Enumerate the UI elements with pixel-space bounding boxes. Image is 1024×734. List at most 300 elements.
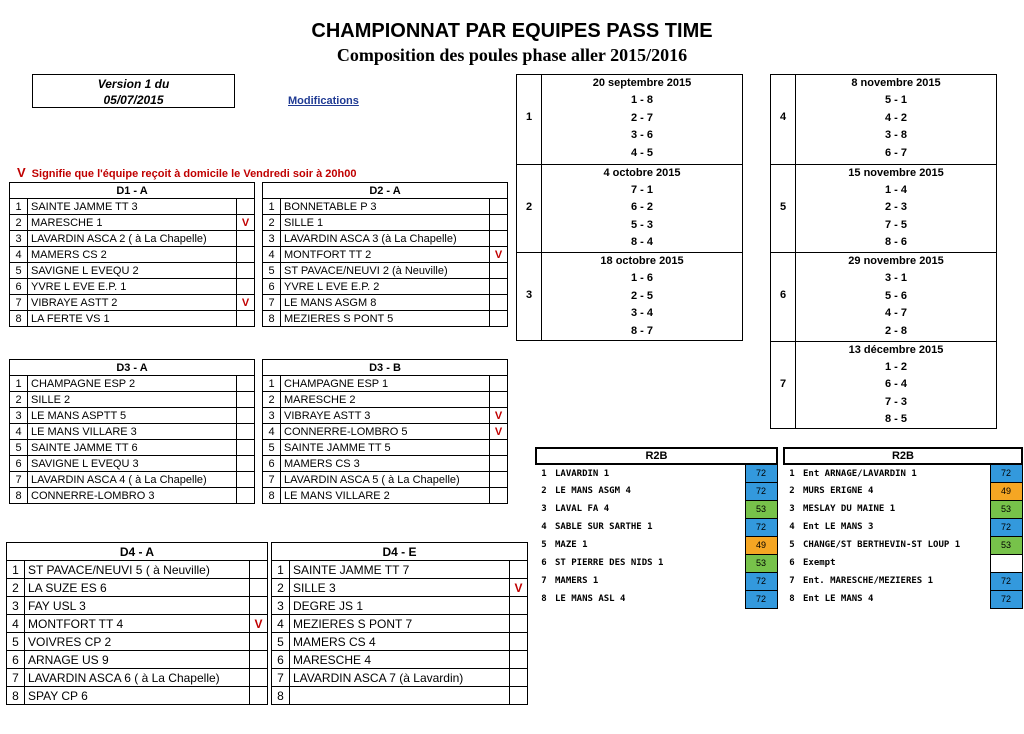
table-row <box>10 376 255 392</box>
legend-v-symbol: V <box>17 165 26 180</box>
r2b-title: R2B <box>784 448 1022 464</box>
friday-home-marker <box>250 669 268 687</box>
version-label: Version 1 du <box>97 77 170 91</box>
friday-home-marker <box>490 456 508 472</box>
team-name: SILLE 2 <box>28 392 237 408</box>
team-number: 4 <box>263 247 281 263</box>
pool-title: D3 - B <box>263 360 508 376</box>
round-block <box>771 341 996 431</box>
table-row <box>272 651 528 669</box>
match-pairing: 6 - 7 <box>884 146 907 159</box>
team-number: 3 <box>263 231 281 247</box>
table-row <box>263 295 508 311</box>
friday-home-marker <box>490 215 508 231</box>
team-number: 7 <box>263 295 281 311</box>
match-pairing: 5 - 3 <box>630 218 653 231</box>
team-score: 72 <box>745 590 777 608</box>
team-number: 8 <box>272 687 290 705</box>
team-name: ST PAVACE/NEUVI 2 (à Neuville) <box>281 263 490 279</box>
team-name: Ent ARNAGE/LAVARDIN 1 <box>803 468 917 479</box>
calendar-rounds-4-7 <box>770 74 997 429</box>
table-row <box>263 472 508 488</box>
match-pairing: 1 - 4 <box>884 183 907 196</box>
team-name: LAVARDIN ASCA 2 ( à La Chapelle) <box>28 231 237 247</box>
match-pairing: 3 - 6 <box>630 129 653 141</box>
friday-home-marker <box>490 231 508 247</box>
table-row <box>272 669 528 687</box>
team-name: CHANGE/ST BERTHEVIN-ST LOUP 1 <box>803 540 961 550</box>
team-name: VOIVRES CP 2 <box>25 633 250 651</box>
team-number: 3 <box>272 597 290 615</box>
friday-home-marker <box>490 488 508 504</box>
team-name: LAVARDIN ASCA 5 ( à La Chapelle) <box>281 472 490 488</box>
team-number: 2 <box>263 215 281 231</box>
friday-home-marker <box>237 408 255 424</box>
pool-d2-a <box>262 182 508 327</box>
team-number: 1 <box>10 376 28 392</box>
round-number: 6 <box>779 289 787 302</box>
table-row <box>536 500 777 518</box>
team-name: MEZIERES S PONT 5 <box>281 311 490 327</box>
team-name: CONNERRE-LOMBRO 3 <box>28 488 237 504</box>
table-row <box>10 488 255 504</box>
team-name: DEGRE JS 1 <box>290 597 510 615</box>
team-number: 6 <box>10 456 28 472</box>
table-row <box>272 579 528 597</box>
pool-title: D2 - A <box>263 183 508 199</box>
friday-home-marker <box>237 440 255 456</box>
team-number: 3 <box>541 504 547 514</box>
team-number: 3 <box>10 408 28 424</box>
match-pairing: 3 - 1 <box>884 272 907 285</box>
team-name: CHAMPAGNE ESP 1 <box>281 376 490 392</box>
table-row <box>7 615 268 633</box>
table-row <box>263 376 508 392</box>
version-box <box>32 74 235 108</box>
round-block <box>771 252 996 342</box>
pool-title: D4 - A <box>7 543 268 561</box>
team-name: LE MANS ASPTT 5 <box>28 408 237 424</box>
match-pairing: 3 - 4 <box>630 307 653 320</box>
team-number: 5 <box>789 540 795 550</box>
table-row <box>7 561 268 579</box>
team-name: MONTFORT TT 2 <box>281 247 490 263</box>
friday-home-marker <box>237 424 255 440</box>
table-row <box>263 408 508 424</box>
team-name: LA SUZE ES 6 <box>25 579 250 597</box>
team-score: 72 <box>745 482 777 500</box>
friday-home-marker <box>237 263 255 279</box>
team-number: 8 <box>541 594 547 604</box>
table-row <box>263 199 508 215</box>
team-score: 72 <box>990 572 1022 590</box>
team-number: 4 <box>789 522 795 532</box>
friday-home-marker <box>490 295 508 311</box>
team-name: YVRE L EVE E.P. 1 <box>28 279 237 295</box>
team-score: 53 <box>745 554 777 572</box>
team-name: SAVIGNE L EVEQU 2 <box>28 263 237 279</box>
team-number: 4 <box>272 615 290 633</box>
table-row <box>263 424 508 440</box>
table-row <box>263 311 508 327</box>
match-pairing: 6 - 2 <box>630 201 653 214</box>
team-number: 7 <box>10 472 28 488</box>
team-number: 5 <box>7 633 25 651</box>
team-name: CONNERRE-LOMBRO 5 <box>281 424 490 440</box>
team-score: 72 <box>990 590 1022 608</box>
table-row <box>784 590 1022 608</box>
match-pairing: 2 - 5 <box>630 289 653 302</box>
team-number: 4 <box>541 522 547 532</box>
friday-home-marker <box>490 440 508 456</box>
match-pairing: 2 - 7 <box>630 111 653 124</box>
friday-home-marker <box>490 279 508 295</box>
round-number: 7 <box>779 378 787 391</box>
match-pairing: 4 - 2 <box>884 111 907 124</box>
table-row <box>784 554 1022 572</box>
friday-home-marker <box>237 488 255 504</box>
friday-home-marker <box>490 263 508 279</box>
team-name: MAMERS CS 3 <box>281 456 490 472</box>
table-row <box>10 408 255 424</box>
table-row <box>7 633 268 651</box>
table-row <box>10 247 255 263</box>
match-pairing: 5 - 1 <box>884 94 907 106</box>
table-row <box>7 651 268 669</box>
table-row <box>272 597 528 615</box>
team-number: 7 <box>272 669 290 687</box>
team-score: 49 <box>990 482 1022 500</box>
friday-home-marker <box>237 279 255 295</box>
page-title: CHAMPIONNAT PAR EQUIPES PASS TIME <box>311 20 713 42</box>
r2b-title: R2B <box>536 448 777 464</box>
team-name: ARNAGE US 9 <box>25 651 250 669</box>
calendar-rounds-1-3 <box>516 74 743 341</box>
team-number: 3 <box>789 504 795 514</box>
friday-home-marker <box>510 597 528 615</box>
table-row <box>263 440 508 456</box>
round-date: 20 septembre 2015 <box>592 77 692 89</box>
team-name: FAY USL 3 <box>25 597 250 615</box>
table-row <box>263 488 508 504</box>
team-name: SAVIGNE L EVEQU 3 <box>28 456 237 472</box>
round-block <box>517 75 742 164</box>
table-row <box>10 472 255 488</box>
team-number: 8 <box>263 311 281 327</box>
team-name: ST PIERRE DES NIDS 1 <box>555 558 664 568</box>
team-number: 5 <box>272 633 290 651</box>
team-score: 72 <box>745 518 777 536</box>
table-row <box>536 518 777 536</box>
team-number: 1 <box>10 199 28 215</box>
team-number: 2 <box>10 392 28 408</box>
friday-home-marker <box>237 231 255 247</box>
friday-home-marker <box>250 579 268 597</box>
friday-home-marker <box>237 376 255 392</box>
team-name: Ent. MARESCHE/MEZIERES 1 <box>803 576 934 586</box>
table-row <box>10 295 255 311</box>
team-number: 6 <box>263 279 281 295</box>
match-pairing: 1 - 6 <box>630 272 653 285</box>
friday-home-marker <box>510 687 528 705</box>
team-score <box>990 554 1022 572</box>
team-score: 53 <box>745 500 777 518</box>
round-number: 1 <box>525 111 533 124</box>
table-row <box>784 500 1022 518</box>
team-score: 53 <box>990 536 1022 554</box>
friday-home-marker <box>237 456 255 472</box>
table-row <box>10 199 255 215</box>
pool-d4-a <box>6 542 268 705</box>
friday-home-marker: V <box>510 579 528 597</box>
table-row <box>272 687 528 705</box>
team-number: 6 <box>10 279 28 295</box>
match-pairing: 4 - 5 <box>630 146 653 159</box>
match-pairing: 6 - 4 <box>884 378 907 391</box>
pool-title: D4 - E <box>272 543 528 561</box>
team-number: 1 <box>541 468 547 479</box>
team-name: LAVAL FA 4 <box>555 504 610 514</box>
match-pairing: 7 - 1 <box>630 183 653 196</box>
match-pairing: 1 - 2 <box>884 360 907 373</box>
table-row <box>263 231 508 247</box>
friday-home-marker <box>510 633 528 651</box>
match-pairing: 1 - 8 <box>630 94 653 106</box>
team-number: 1 <box>263 199 281 215</box>
table-row <box>10 456 255 472</box>
table-row <box>7 597 268 615</box>
pool-title: D3 - A <box>10 360 255 376</box>
team-name: LE MANS ASGM 4 <box>555 486 631 496</box>
table-row <box>784 464 1022 482</box>
table-row <box>7 687 268 705</box>
team-number: 7 <box>789 576 795 586</box>
friday-home-marker <box>237 199 255 215</box>
table-row <box>536 590 777 608</box>
friday-home-marker <box>237 247 255 263</box>
team-name: LAVARDIN 1 <box>555 468 610 479</box>
table-row <box>10 263 255 279</box>
team-number: 1 <box>263 376 281 392</box>
team-number: 7 <box>7 669 25 687</box>
team-name: ST PAVACE/NEUVI 5 ( à Neuville) <box>25 561 250 579</box>
team-name: LAVARDIN ASCA 6 ( à La Chapelle) <box>25 669 250 687</box>
team-number: 2 <box>7 579 25 597</box>
team-number: 2 <box>272 579 290 597</box>
table-row <box>263 456 508 472</box>
home-friday-legend <box>17 165 356 180</box>
team-number: 4 <box>7 615 25 633</box>
table-row <box>10 279 255 295</box>
team-name: MAMERS CS 2 <box>28 247 237 263</box>
team-number: 3 <box>7 597 25 615</box>
team-number: 5 <box>10 263 28 279</box>
table-row <box>263 215 508 231</box>
friday-home-marker <box>250 597 268 615</box>
friday-home-marker <box>490 199 508 215</box>
round-date: 29 novembre 2015 <box>848 255 944 268</box>
pool-title: D1 - A <box>10 183 255 199</box>
team-name: MAMERS CS 4 <box>290 633 510 651</box>
table-row <box>784 536 1022 554</box>
team-number: 6 <box>272 651 290 669</box>
table-row <box>263 263 508 279</box>
round-block <box>517 252 742 342</box>
team-name: MARESCHE 2 <box>281 392 490 408</box>
table-row <box>784 482 1022 500</box>
team-number: 4 <box>10 424 28 440</box>
match-pairing: 2 - 8 <box>884 324 907 337</box>
team-number: 2 <box>541 486 547 496</box>
round-date: 4 octobre 2015 <box>603 166 681 179</box>
team-name: LE MANS VILLARE 3 <box>28 424 237 440</box>
team-name: MARESCHE 4 <box>290 651 510 669</box>
team-score: 72 <box>745 464 777 482</box>
team-name: MEZIERES S PONT 7 <box>290 615 510 633</box>
team-name: VIBRAYE ASTT 3 <box>281 408 490 424</box>
match-pairing: 4 - 7 <box>884 307 907 320</box>
team-number: 8 <box>10 488 28 504</box>
team-name: MONTFORT TT 4 <box>25 615 250 633</box>
team-number: 5 <box>263 440 281 456</box>
friday-home-marker <box>250 687 268 705</box>
team-number: 8 <box>789 594 795 604</box>
round-number: 4 <box>779 111 787 124</box>
modifications-link[interactable]: Modifications <box>288 95 359 107</box>
match-pairing: 8 - 4 <box>630 236 653 249</box>
team-number: 2 <box>263 392 281 408</box>
round-date: 13 décembre 2015 <box>848 343 944 356</box>
friday-home-marker: V <box>250 615 268 633</box>
round-number: 3 <box>525 289 533 302</box>
table-row <box>10 231 255 247</box>
table-row <box>272 561 528 579</box>
team-name: SAINTE JAMME TT 7 <box>290 561 510 579</box>
table-row <box>10 424 255 440</box>
team-number: 6 <box>541 558 547 568</box>
team-number: 5 <box>10 440 28 456</box>
pool-d3-a <box>9 359 255 504</box>
round-block <box>771 164 996 254</box>
table-row <box>536 482 777 500</box>
team-name: BONNETABLE P 3 <box>281 199 490 215</box>
r2b-left-table <box>535 447 778 609</box>
round-block <box>771 75 996 164</box>
friday-home-marker <box>490 376 508 392</box>
friday-home-marker: V <box>490 424 508 440</box>
round-date: 15 novembre 2015 <box>848 166 944 179</box>
table-row <box>272 615 528 633</box>
friday-home-marker <box>490 472 508 488</box>
team-number: 6 <box>7 651 25 669</box>
friday-home-marker <box>250 651 268 669</box>
friday-home-marker <box>237 392 255 408</box>
legend-text: Signifie que l'équipe reçoit à domicile le Vendredi soir à 20h00 <box>31 168 357 180</box>
table-row <box>10 440 255 456</box>
round-block <box>517 164 742 254</box>
table-row <box>536 572 777 590</box>
friday-home-marker <box>490 311 508 327</box>
friday-home-marker <box>510 615 528 633</box>
team-name: MESLAY DU MAINE 1 <box>803 504 896 514</box>
friday-home-marker <box>510 651 528 669</box>
team-name: SAINTE JAMME TT 6 <box>28 440 237 456</box>
team-name: LAVARDIN ASCA 7 (à Lavardin) <box>290 669 510 687</box>
friday-home-marker <box>250 561 268 579</box>
team-number: 2 <box>789 486 795 496</box>
table-row <box>263 279 508 295</box>
friday-home-marker: V <box>237 215 255 231</box>
match-pairing: 7 - 3 <box>884 395 907 408</box>
pool-d4-e <box>271 542 528 705</box>
team-name: SPAY CP 6 <box>25 687 250 705</box>
table-row <box>10 311 255 327</box>
team-number: 8 <box>7 687 25 705</box>
team-score: 72 <box>990 464 1022 482</box>
team-number: 3 <box>263 408 281 424</box>
team-name: Exempt <box>803 558 836 568</box>
team-number: 7 <box>10 295 28 311</box>
team-name: MURS ERIGNE 4 <box>803 486 874 496</box>
team-name: VIBRAYE ASTT 2 <box>28 295 237 311</box>
team-number: 5 <box>263 263 281 279</box>
team-name: LE MANS ASL 4 <box>555 594 626 604</box>
team-score: 72 <box>990 518 1022 536</box>
table-row <box>536 464 777 482</box>
team-name: MARESCHE 1 <box>28 215 237 231</box>
team-number: 8 <box>263 488 281 504</box>
team-name: SAINTE JAMME TT 3 <box>28 199 237 215</box>
team-number: 5 <box>541 540 547 550</box>
team-name: LE MANS VILLARE 2 <box>281 488 490 504</box>
round-number: 2 <box>525 200 533 213</box>
team-name: LAVARDIN ASCA 3 (à La Chapelle) <box>281 231 490 247</box>
friday-home-marker <box>250 633 268 651</box>
match-pairing: 7 - 5 <box>884 218 907 231</box>
team-number: 2 <box>10 215 28 231</box>
table-row <box>7 669 268 687</box>
team-number: 3 <box>10 231 28 247</box>
match-pairing: 8 - 5 <box>884 413 907 426</box>
table-row <box>263 392 508 408</box>
team-number: 4 <box>263 424 281 440</box>
team-name: CHAMPAGNE ESP 2 <box>28 376 237 392</box>
team-name: SILLE 3 <box>290 579 510 597</box>
team-name: LAVARDIN ASCA 4 ( à La Chapelle) <box>28 472 237 488</box>
pool-d3-b <box>262 359 508 504</box>
version-date: 05/07/2015 <box>103 93 164 107</box>
round-date: 8 novembre 2015 <box>851 77 941 89</box>
match-pairing: 2 - 3 <box>884 201 907 214</box>
team-number: 4 <box>10 247 28 263</box>
team-number: 7 <box>263 472 281 488</box>
team-name: MAZE 1 <box>555 540 588 550</box>
match-pairing: 5 - 6 <box>884 289 907 302</box>
table-row <box>536 536 777 554</box>
friday-home-marker <box>510 561 528 579</box>
team-number: 6 <box>789 558 795 568</box>
team-name: SABLE SUR SARTHE 1 <box>555 522 653 532</box>
team-name <box>290 687 510 705</box>
team-score: 49 <box>745 536 777 554</box>
r2b-right-table <box>783 447 1023 609</box>
table-row <box>10 392 255 408</box>
team-name: Ent LE MANS 3 <box>803 522 874 532</box>
friday-home-marker: V <box>237 295 255 311</box>
team-number: 7 <box>541 576 547 586</box>
friday-home-marker <box>237 472 255 488</box>
friday-home-marker <box>510 669 528 687</box>
